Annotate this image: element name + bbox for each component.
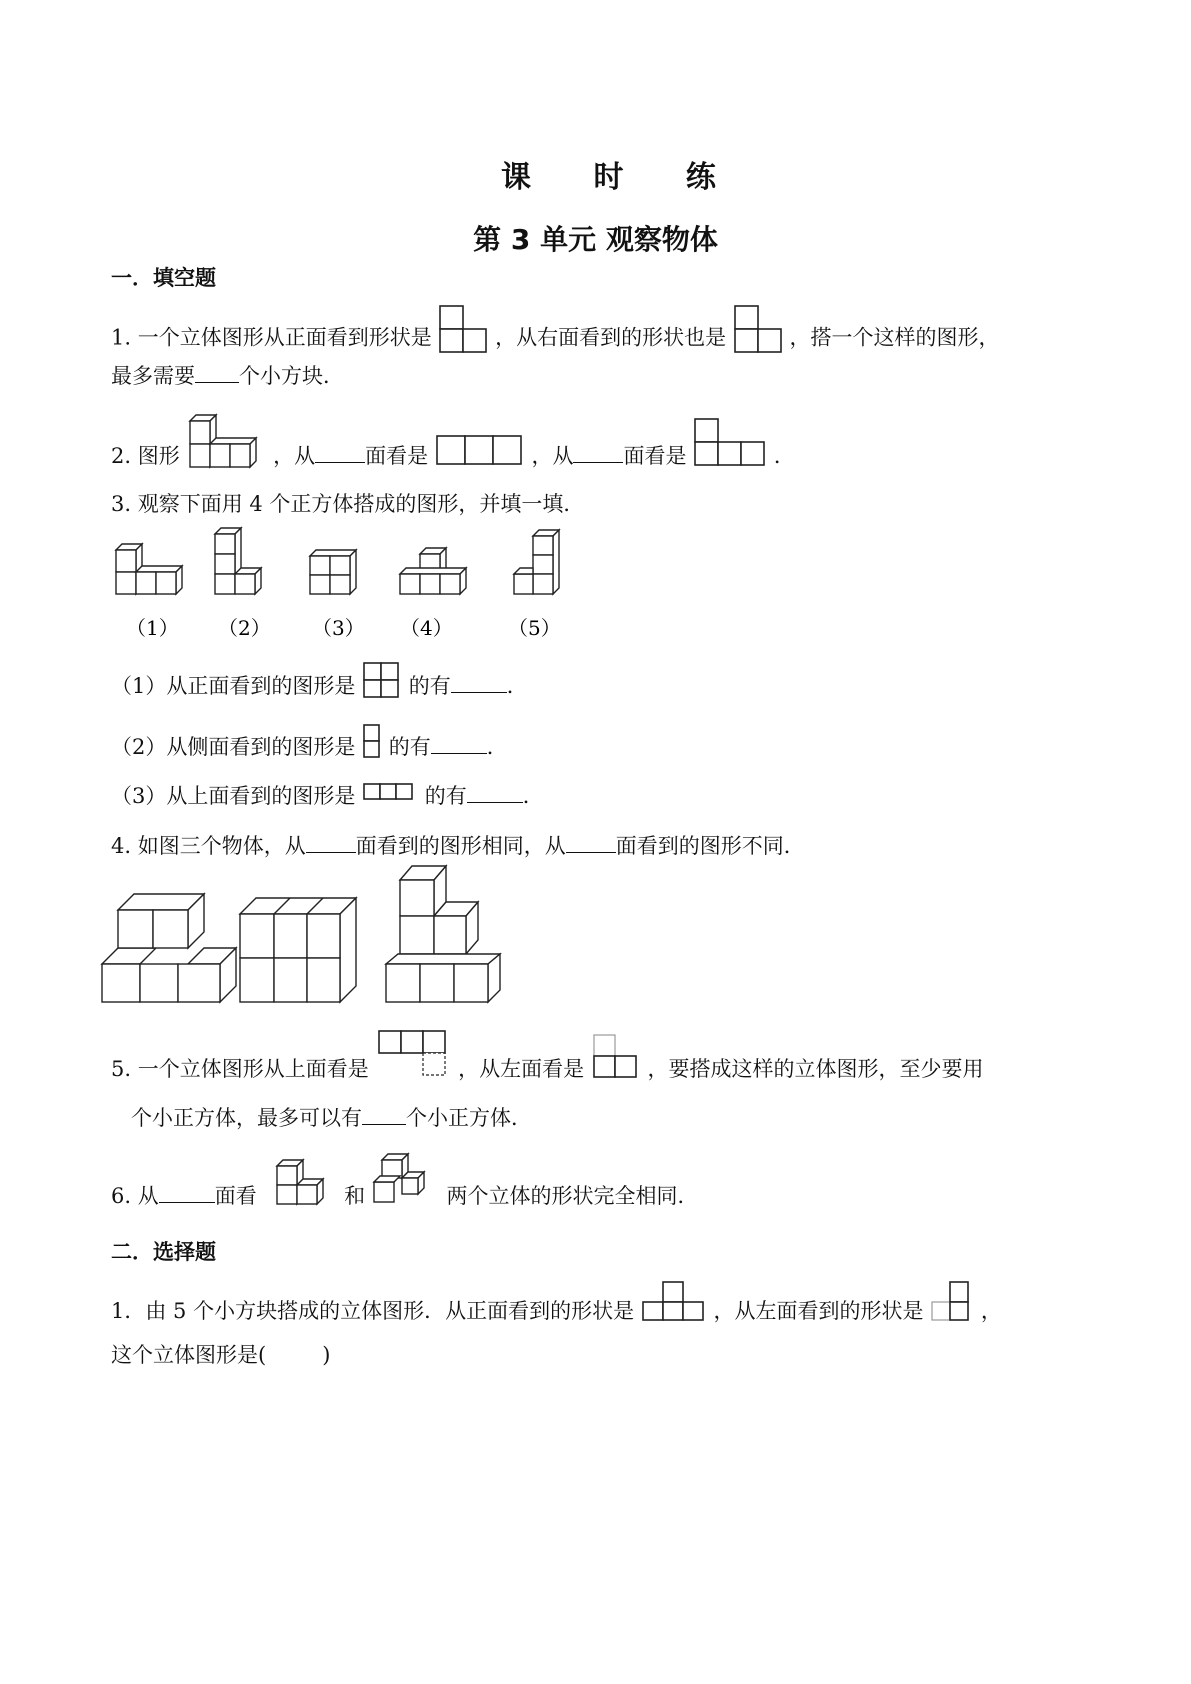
q3-caption-4: （4）: [400, 616, 453, 640]
c1-text-b: ，从左面看到的形状是: [713, 1299, 924, 1323]
q2-text-e: 面看是: [623, 444, 687, 468]
q4-text-b: 面看到的图形相同，从: [355, 834, 566, 858]
choice-question-1-line-2: [111, 1340, 330, 1370]
q3-caption-2: （2）: [218, 616, 271, 640]
c1-text-e: ): [322, 1343, 331, 1367]
q5-text-a: 5. 一个立体图形从上面看是: [111, 1057, 369, 1081]
q3-s2-answer-blank[interactable]: [431, 731, 487, 754]
question-3-sub-3: [111, 780, 544, 811]
c1-text-d: 这个立体图形是(: [111, 1343, 267, 1367]
q6-text-b: 面看: [214, 1184, 257, 1208]
q3-s3-text-c: ．: [522, 784, 544, 808]
q1-text-b: ，从右面看到的形状也是: [495, 325, 727, 350]
q3-s3-text-b: 的有: [424, 784, 467, 808]
cube-figure-a-icon: [273, 1156, 337, 1206]
q4-object-3: [386, 866, 500, 1002]
q3-s2-text-a: （2）从侧面看到的图形是: [111, 735, 356, 759]
choice-question-1-line-1: [111, 1296, 1002, 1326]
question-3-sub-1: [111, 670, 528, 701]
question-6: [111, 1180, 698, 1211]
q3-figure-3: [310, 550, 356, 594]
q3-caption-3: （3）: [312, 616, 365, 640]
q3-s1-text-a: （1）从正面看到的图形是: [111, 674, 356, 698]
two-by-two-grid-icon: [362, 661, 402, 701]
q6-text-d: 两个立体的形状完全相同．: [446, 1184, 699, 1208]
c1-text-c: ，: [980, 1299, 1002, 1323]
q2-answer-blank-1[interactable]: [315, 440, 365, 463]
q3-figure-2: [215, 528, 261, 594]
q3-s3-answer-blank[interactable]: [467, 780, 523, 803]
q5-text-b: ，从左面看是: [458, 1057, 585, 1081]
c1-text-a: 1．由 5 个小方块搭成的立体图形．从正面看到的形状是: [111, 1299, 635, 1323]
question-4: [111, 830, 805, 861]
q1-text-e: 个小方块．: [239, 364, 344, 388]
question-1-line-1: [111, 322, 999, 356]
q2-answer-blank-2[interactable]: [573, 440, 623, 463]
page-title: 课 时 练: [501, 160, 742, 195]
left-view-shape-icon: [591, 1032, 641, 1084]
q3-s2-text-c: ．: [486, 735, 508, 759]
q2-text-d: ，从: [531, 444, 574, 468]
q1-text-a: 1. 一个立体图形从正面看到形状是: [111, 325, 432, 350]
q4-text-a: 4. 如图三个物体，从: [111, 834, 306, 858]
q5-text-c: ，要搭成这样的立体图形，至少要用: [647, 1057, 984, 1081]
question-5-line-2: [111, 1102, 532, 1133]
page-subtitle: 第 3 单元 观察物体: [473, 223, 718, 256]
q2-text-f: ．: [773, 444, 795, 468]
cube-figure-b-icon: [372, 1152, 430, 1206]
q4-text-c: 面看到的图形不同．: [615, 834, 805, 858]
q4-object-1: [102, 894, 236, 1002]
q1-text-c: ，搭一个这样的图形，: [789, 325, 1000, 350]
q3-caption-5: （5）: [508, 616, 561, 640]
q3-s3-text-a: （3）从上面看到的图形是: [111, 784, 356, 808]
q6-text-a: 6. 从: [111, 1184, 159, 1208]
three-squares-row-icon: [435, 432, 525, 468]
question-2: [111, 440, 795, 471]
left-view-shape-icon-2: [930, 1280, 974, 1324]
q2-text-a: 2. 图形: [111, 444, 180, 468]
front-view-l-shape-icon: [438, 304, 488, 356]
q3-s2-text-b: 的有: [388, 735, 431, 759]
q5-text-e: 个小正方体．: [406, 1106, 532, 1130]
section-fill-in-heading: 一．填空题: [111, 266, 216, 290]
q3-figures: [110, 525, 630, 655]
q4-answer-blank-2[interactable]: [566, 830, 616, 853]
q5-answer-blank-1[interactable]: [111, 1102, 131, 1125]
q5-answer-blank-2[interactable]: [362, 1102, 406, 1125]
question-3-sub-2: [111, 731, 508, 762]
q3-s1-text-b: 的有: [408, 674, 451, 698]
top-view-shape-icon: [375, 1027, 451, 1081]
q4-object-2: [240, 898, 356, 1002]
q3-s1-answer-blank[interactable]: [451, 670, 507, 693]
q1-text-d: 最多需要: [111, 364, 195, 388]
l-shape-three-row-icon: [693, 417, 767, 469]
q4-three-objects: [100, 862, 560, 1022]
q5-text-d: 个小正方体，最多可以有: [131, 1106, 362, 1130]
q2-text-b: ，从: [273, 444, 316, 468]
three-small-squares-row-icon: [362, 782, 418, 802]
q6-text-c: 和: [344, 1184, 366, 1208]
q6-answer-blank[interactable]: [159, 1180, 215, 1203]
front-view-t-shape-icon: [641, 1280, 707, 1324]
q4-answer-blank-1[interactable]: [306, 830, 356, 853]
q2-text-c: 面看是: [365, 444, 429, 468]
cube-stack-3d-icon: [186, 411, 266, 469]
q3-figure-4: [400, 548, 466, 594]
right-view-l-shape-icon: [733, 304, 783, 356]
q3-s1-text-c: ．: [506, 674, 528, 698]
question-5-line-1: [111, 1054, 983, 1084]
q1-answer-blank[interactable]: [195, 360, 239, 383]
question-1-line-2: [111, 360, 344, 391]
section-choice-heading: 二．选择题: [111, 1240, 216, 1264]
q3-figure-5: [514, 530, 559, 594]
question-3-intro: 3. 观察下面用 4 个正方体搭成的图形，并填一填．: [111, 492, 585, 516]
vertical-two-squares-icon: [362, 723, 382, 761]
q3-figure-1: [116, 544, 182, 594]
q3-caption-1: （1）: [126, 616, 179, 640]
